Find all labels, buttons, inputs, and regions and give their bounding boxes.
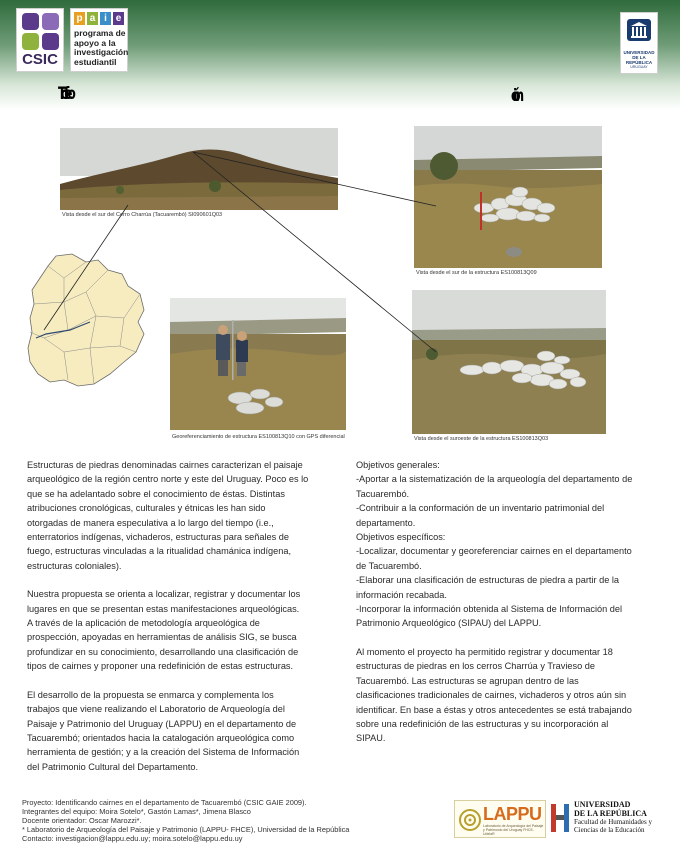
caption-sur: Vista desde el sur de la estructura ES100813Q09 [416,270,537,276]
text-line: -Incorporar la información obtenida al Sistema de Información del [356,604,623,615]
footer-line: Integrantes del equipo: Moira Sotelo*, Gastón Lamas*, Jimena Blasco [22,807,251,816]
text-line: del Patrimonio Cultural del Departamento. [27,761,199,772]
udelar-country: URUGUAY [630,65,648,69]
text-line: de Tacuarembó. [356,560,422,571]
text-line: Objetivos específicos: [356,532,446,543]
udelar-name: UNIVERSIDAD DE LA REPÚBLICA [623,50,655,65]
lappu-logo [454,800,546,838]
text-line: trabajos que viene realizando el Laboratorio de Arqueología del [27,704,285,715]
text-line: otorgadas de manera especulativa a lo largo del tiempo (i.e., [27,517,274,528]
text-line: identificar. En base a éstas y otros antecedentes se está trabajando [356,704,632,715]
text-line: información recabada. [356,589,447,600]
footer-line: * Laboratorio de Arqueología del Paisaje y Patrimonio (LAPPU- FHCE), Universidad de la República [22,825,350,834]
title-fragment-right: ción [511,86,520,106]
fhce-title-line: UNIVERSIDAD [574,800,631,809]
text-line: El desarrollo de la propuesta se enmarca y complementa los [27,689,274,700]
text-line: Tacuarembó. Las estructuras se agrupan dentro de las [356,675,579,686]
lappu-subtitle: Laboratorio de Arqueología del Paisaje y Patrimonio del Uruguay FHCE-UdelaR [483,824,544,836]
fhce-faculty-line: Ciencias de la Educación [574,826,645,834]
text-line: herramienta de gestión; y a la creación del Sistema de Información [27,747,300,758]
text-line: clasificaciones tradicionales de cairnes, vichaderos y otros aún sin [356,690,627,701]
fhce-faculty-name [574,818,652,834]
csic-logo-text: CSIC [22,51,58,68]
footer-line: Contacto: investigacion@lappu.edu.uy; moira.sotelo@lappu.edu.uy [22,834,243,843]
text-line: enterratorios indígenas, vichaderos, estructuras para señales de [27,532,289,543]
fhce-university-name [574,801,647,818]
paie-line: apoyo a la [74,37,116,48]
lappu-wordmark: LAPPU [483,804,542,824]
fhce-h-icon [550,802,570,834]
text-line: prospección, apoyadas en herramientas de análisis SIG, se busca [27,632,297,643]
text-line: arqueológico de la región centro norte y este del Uruguay. Poco es lo [27,474,309,485]
text-line: -Contribuir a la conformación de un inventario patrimonial del [356,503,605,514]
text-line: -Localizar, documentar y georeferenciar cairnes en el departamento [356,546,632,557]
text-line: profundizar en su conocimiento, desarrollando una clasificación de [27,646,299,657]
results-block [356,645,659,746]
text-line: lugares en que se presentan estas manifestaciones arqueológicas. [27,603,300,614]
paie-line: estudiantil [74,56,117,67]
paie-line: investigación [74,47,129,57]
fhce-title-line: DE LA REPÚBLICA [574,808,647,818]
text-line: Estructuras de piedras denominadas cairnes caracterizan el paisaje [27,460,303,470]
text-line: estructuras coloniales). [27,560,122,571]
title-fragment-left: Trofeo [58,84,71,104]
left-text-column [27,458,326,788]
paie-line: programa de [74,28,126,38]
text-line: Tacuarembó. [356,488,410,499]
text-line: fuego, estructuras vinculadas a la ritualidad chamánica indígena, [27,546,292,557]
text-line: Objetivos generales: [356,460,440,470]
caption-gps: Georeferenciamiento de estructura ES100813Q10 con GPS diferencial [172,434,345,440]
right-text-column [356,458,659,760]
text-line: Nuestra propuesta se orienta a localizar, registrar y documentar los [27,589,301,600]
fhce-logo [550,800,660,838]
text-line: estructuras de piedras en los cerros Charrúa y Travieso de [356,661,595,672]
paie-letter: p [74,12,85,25]
footer-line: Docente orientador: Oscar Marozzi*. [22,816,142,825]
text-line: Patrimonio Arqueológico (SIPAU) del LAPPU. [356,618,542,629]
footer-line: Proyecto: Identificando cairnes en el departamento de Tacuarembó (CSIC GAIE 2009). [22,798,307,807]
text-line: A través de la aplicación de metodología arqueológica de [27,618,260,629]
lappu-spiral-icon [458,805,482,835]
text-line: -Elaborar una clasificación de estructuras de piedra a partir de la [356,575,620,586]
text-line: Al momento el proyecto ha permitido registrar y documentar 18 [356,646,613,657]
text-line: atribuciones cronológicas, culturales y étnicas les han sido [27,503,266,514]
text-line: departamento. [356,517,416,528]
text-line: Tacuarembó; orientados hacia la catalogación arqueológica como [27,732,295,743]
intro-paragraph [27,458,326,573]
footer-credits [22,798,349,843]
paie-letter: e [113,12,124,25]
objectives-block [356,458,659,631]
context-paragraph [27,688,326,774]
text-line: tipos de cairnes y proponer una redefinición de estas estructuras. [27,661,294,672]
paie-letter: a [87,12,98,25]
text-line: -Aportar a la sistematización de la arqueología del departamento de [356,474,633,485]
paie-letter: i [100,12,111,25]
caption-suroeste: Vista desde el suroeste de la estructura ES100813Q03 [414,436,549,442]
text-line: sobre una redefinición de las estructuras y su incorporación al [356,718,609,729]
text-line: Paisaje y Patrimonio del Uruguay (LAPPU) en el departamento de [27,718,297,729]
text-line: que se ha adelantado sobre el conocimiento de éstas. Distintas [27,488,285,499]
proposal-paragraph [27,587,326,673]
caption-cerro: Vista desde el sur del Cerro Charrúa (Tacuarembó) SI090601Q03 [62,212,223,218]
fhce-faculty-line: Facultad de Humanidades y [574,818,652,826]
text-line: SIPAU. [356,733,386,744]
